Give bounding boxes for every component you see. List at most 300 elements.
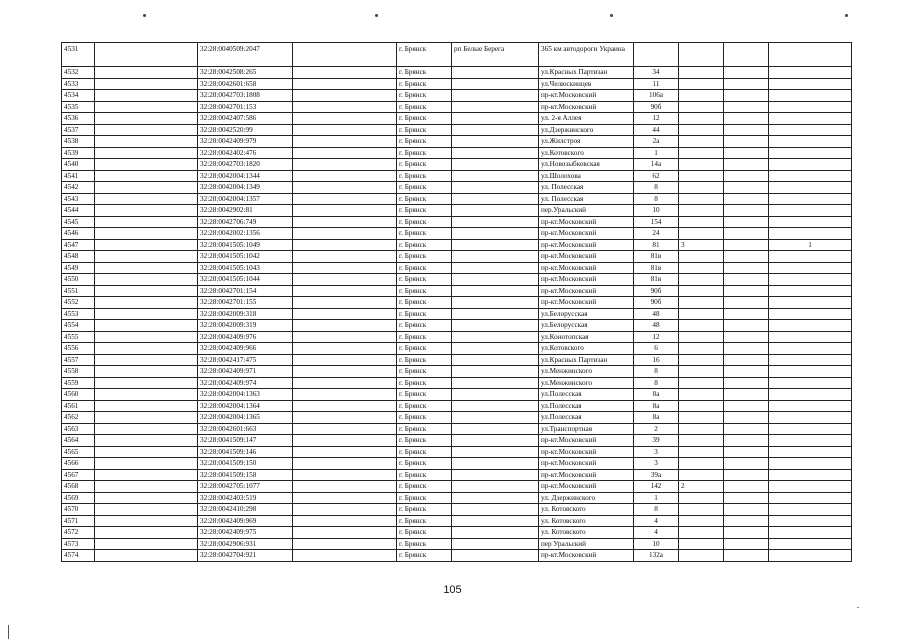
- cell-empty: [724, 515, 769, 527]
- cell-empty: [724, 504, 769, 516]
- house-number: 106а: [634, 90, 679, 102]
- house-number: 39а: [634, 469, 679, 481]
- cell-count: [769, 469, 852, 481]
- house-number: 8: [634, 193, 679, 205]
- cell-code: [95, 492, 198, 504]
- house-number: 3: [634, 458, 679, 470]
- cell-empty: [293, 285, 397, 297]
- cadastral-number: 32:28:0041505:1043: [198, 262, 293, 274]
- cadastral-number: 32:28:0042703:1820: [198, 159, 293, 171]
- table-row: [62, 515, 852, 527]
- house-number: 81в: [634, 251, 679, 263]
- city: г. Брянск: [397, 343, 452, 355]
- city: г. Брянск: [397, 182, 452, 194]
- cell-count: [769, 101, 852, 113]
- cell-empty: [724, 400, 769, 412]
- locality: [452, 101, 539, 113]
- cell-code: [95, 124, 198, 136]
- cadastral-number: 32:28:0042409:974: [198, 377, 293, 389]
- cadastral-number: 32:28:0042704:921: [198, 550, 293, 562]
- cadastral-number: 32:28:0042409:975: [198, 527, 293, 539]
- street: ул.Транспортная: [539, 423, 634, 435]
- record-number: 4552: [62, 297, 95, 309]
- cell-empty: [293, 366, 397, 378]
- cell-code: [95, 435, 198, 447]
- cadastral-number: 32:28:0042409:971: [198, 366, 293, 378]
- cell-empty: [293, 274, 397, 286]
- city: г. Брянск: [397, 262, 452, 274]
- cadastral-number: 32:28:0042508:265: [198, 67, 293, 79]
- cell-count: [769, 412, 852, 424]
- record-number: 4562: [62, 412, 95, 424]
- unit-number: [679, 550, 724, 562]
- table-row: [62, 481, 852, 493]
- unit-number: [679, 377, 724, 389]
- street: пр-кт.Московский: [539, 469, 634, 481]
- record-number: 4543: [62, 193, 95, 205]
- locality: [452, 412, 539, 424]
- house-number: 81в: [634, 262, 679, 274]
- unit-number: [679, 67, 724, 79]
- cell-count: [769, 285, 852, 297]
- locality: [452, 389, 539, 401]
- cell-empty: [293, 193, 397, 205]
- city: г. Брянск: [397, 492, 452, 504]
- table-row: [62, 492, 852, 504]
- city: г. Брянск: [397, 251, 452, 263]
- street: пр-кт.Московский: [539, 262, 634, 274]
- unit-number: [679, 90, 724, 102]
- cell-empty: [724, 205, 769, 217]
- city: г. Брянск: [397, 297, 452, 309]
- cell-code: [95, 366, 198, 378]
- cell-empty: [724, 320, 769, 332]
- table-row: [62, 101, 852, 113]
- cadastral-number: 32:28:0042703:1808: [198, 90, 293, 102]
- unit-number: [679, 113, 724, 125]
- street: пр-кт.Московский: [539, 251, 634, 263]
- locality: [452, 435, 539, 447]
- unit-number: [679, 320, 724, 332]
- cadastral-number: 32:28:0040509:2047: [198, 43, 293, 67]
- cell-code: [95, 274, 198, 286]
- table-row: [62, 435, 852, 447]
- cadastral-number: 32:28:0042410:298: [198, 504, 293, 516]
- cadastral-number: 32:28:0042407:586: [198, 113, 293, 125]
- cell-count: [769, 193, 852, 205]
- unit-number: [679, 366, 724, 378]
- house-number: 8а: [634, 400, 679, 412]
- unit-number: [679, 101, 724, 113]
- cell-count: [769, 481, 852, 493]
- unit-number: [679, 469, 724, 481]
- city: г. Брянск: [397, 193, 452, 205]
- street: пр-кт.Московский: [539, 101, 634, 113]
- house-number: 1: [634, 147, 679, 159]
- cell-code: [95, 67, 198, 79]
- cell-empty: [293, 228, 397, 240]
- cell-empty: [724, 136, 769, 148]
- table-row: [62, 412, 852, 424]
- house-number: 142: [634, 481, 679, 493]
- cell-empty: [724, 262, 769, 274]
- house-number: 16: [634, 354, 679, 366]
- cell-count: [769, 515, 852, 527]
- locality: [452, 285, 539, 297]
- record-number: 4572: [62, 527, 95, 539]
- cell-empty: [724, 101, 769, 113]
- cell-count: [769, 423, 852, 435]
- locality: [452, 90, 539, 102]
- city: г. Брянск: [397, 354, 452, 366]
- cell-count: [769, 435, 852, 447]
- table-row: [62, 331, 852, 343]
- table-row: [62, 423, 852, 435]
- cell-empty: [293, 435, 397, 447]
- cell-empty: [724, 538, 769, 550]
- record-number: 4559: [62, 377, 95, 389]
- cell-code: [95, 400, 198, 412]
- cell-empty: [293, 113, 397, 125]
- unit-number: 3: [679, 239, 724, 251]
- record-number: 4566: [62, 458, 95, 470]
- locality: [452, 550, 539, 562]
- cell-count: [769, 170, 852, 182]
- street: ул. Полесская: [539, 182, 634, 194]
- house-number: 1: [634, 492, 679, 504]
- record-number: 4558: [62, 366, 95, 378]
- street: ул. Котовского: [539, 504, 634, 516]
- cell-count: [769, 504, 852, 516]
- house-number: 90б: [634, 297, 679, 309]
- table-row: [62, 193, 852, 205]
- cell-empty: [724, 113, 769, 125]
- cadastral-number: 32:28:0042409:976: [198, 331, 293, 343]
- cell-empty: [293, 343, 397, 355]
- cell-code: [95, 377, 198, 389]
- cell-code: [95, 446, 198, 458]
- street: ул.Белорусская: [539, 308, 634, 320]
- unit-number: [679, 354, 724, 366]
- cell-code: [95, 147, 198, 159]
- record-number: 4534: [62, 90, 95, 102]
- cadastral-number: 32:28:0041509:150: [198, 458, 293, 470]
- record-number: 4540: [62, 159, 95, 171]
- house-number: 62: [634, 170, 679, 182]
- cadastral-number: 32:28:0042906:931: [198, 538, 293, 550]
- cell-count: [769, 354, 852, 366]
- cell-count: 1: [769, 239, 852, 251]
- street: пр-кт.Московский: [539, 274, 634, 286]
- cell-code: [95, 113, 198, 125]
- locality: [452, 170, 539, 182]
- unit-number: [679, 205, 724, 217]
- cadastral-number: 32:28:0042004:1365: [198, 412, 293, 424]
- cell-empty: [724, 124, 769, 136]
- unit-number: [679, 147, 724, 159]
- cadastral-number: 32:28:0041505:1042: [198, 251, 293, 263]
- unit-number: [679, 308, 724, 320]
- cell-count: [769, 343, 852, 355]
- cadastral-number: 32:28:0041509:158: [198, 469, 293, 481]
- unit-number: [679, 274, 724, 286]
- cadastral-number: 32:28:0042009:318: [198, 308, 293, 320]
- cadastral-number: 32:28:0042004:1349: [198, 182, 293, 194]
- city: г. Брянск: [397, 78, 452, 90]
- unit-number: [679, 78, 724, 90]
- house-number: 8: [634, 377, 679, 389]
- city: г. Брянск: [397, 228, 452, 240]
- table-row: [62, 527, 852, 539]
- cell-empty: [724, 435, 769, 447]
- table-row: [62, 159, 852, 171]
- locality: [452, 331, 539, 343]
- record-number: 4549: [62, 262, 95, 274]
- house-number: 3: [634, 446, 679, 458]
- unit-number: [679, 343, 724, 355]
- locality: [452, 274, 539, 286]
- record-number: 4542: [62, 182, 95, 194]
- locality: [452, 446, 539, 458]
- cadastral-number: 32:28:0042601:658: [198, 78, 293, 90]
- city: г. Брянск: [397, 285, 452, 297]
- cell-empty: [724, 251, 769, 263]
- cell-empty: [724, 67, 769, 79]
- cell-empty: [724, 297, 769, 309]
- record-number: 4556: [62, 343, 95, 355]
- cell-empty: [293, 216, 397, 228]
- table-row: [62, 205, 852, 217]
- locality: [452, 515, 539, 527]
- cell-code: [95, 228, 198, 240]
- house-number: 2: [634, 423, 679, 435]
- locality: рп Белые Берега: [452, 43, 539, 67]
- city: г. Брянск: [397, 331, 452, 343]
- cell-empty: [724, 446, 769, 458]
- cell-code: [95, 320, 198, 332]
- table-row: [62, 320, 852, 332]
- property-register-table: [61, 42, 852, 562]
- scan-mark: [375, 14, 378, 17]
- cadastral-number: 32:28:0042601:663: [198, 423, 293, 435]
- city: г. Брянск: [397, 412, 452, 424]
- unit-number: [679, 435, 724, 447]
- cell-empty: [293, 400, 397, 412]
- locality: [452, 400, 539, 412]
- table-row: [62, 343, 852, 355]
- cell-code: [95, 527, 198, 539]
- cadastral-number: 32:28:0042403:519: [198, 492, 293, 504]
- page-number: 105: [443, 584, 462, 596]
- street: ул.Котовского: [539, 343, 634, 355]
- record-number: 4574: [62, 550, 95, 562]
- table-row: [62, 170, 852, 182]
- unit-number: [679, 43, 724, 67]
- street: пр-кт.Московский: [539, 90, 634, 102]
- cadastral-number: 32:28:0042520:99: [198, 124, 293, 136]
- house-number: 48: [634, 308, 679, 320]
- unit-number: [679, 124, 724, 136]
- street: пр-кт.Московский: [539, 216, 634, 228]
- cell-empty: [293, 90, 397, 102]
- unit-number: [679, 331, 724, 343]
- cell-empty: [293, 527, 397, 539]
- unit-number: [679, 400, 724, 412]
- cadastral-number: 32:28:0041509:147: [198, 435, 293, 447]
- cadastral-number: 32:28:0042004:1344: [198, 170, 293, 182]
- house-number: 24: [634, 228, 679, 240]
- scan-mark: [610, 14, 613, 17]
- record-number: 4564: [62, 435, 95, 447]
- cell-empty: [293, 412, 397, 424]
- house-number: 12: [634, 331, 679, 343]
- cell-count: [769, 400, 852, 412]
- cell-empty: [293, 170, 397, 182]
- scan-mark: [143, 14, 146, 17]
- street: ул.Челюскинцев: [539, 78, 634, 90]
- locality: [452, 67, 539, 79]
- cell-empty: [293, 481, 397, 493]
- cell-code: [95, 504, 198, 516]
- cell-count: [769, 492, 852, 504]
- cell-empty: [724, 216, 769, 228]
- unit-number: [679, 136, 724, 148]
- cell-code: [95, 538, 198, 550]
- cell-empty: [293, 101, 397, 113]
- unit-number: [679, 504, 724, 516]
- table-row: [62, 446, 852, 458]
- street: ул.Котовского: [539, 147, 634, 159]
- record-number: 4560: [62, 389, 95, 401]
- cell-code: [95, 101, 198, 113]
- street: ул.Менжинского: [539, 377, 634, 389]
- cell-count: [769, 446, 852, 458]
- locality: [452, 469, 539, 481]
- cell-empty: [293, 446, 397, 458]
- street: ул. 2-я Аллея: [539, 113, 634, 125]
- house-number: 8: [634, 366, 679, 378]
- cell-code: [95, 389, 198, 401]
- table-row: [62, 251, 852, 263]
- city: г. Брянск: [397, 400, 452, 412]
- record-number: 4568: [62, 481, 95, 493]
- cell-empty: [293, 262, 397, 274]
- cell-empty: [293, 205, 397, 217]
- unit-number: [679, 412, 724, 424]
- street: ул.Красных Партизан: [539, 354, 634, 366]
- house-number: 6: [634, 343, 679, 355]
- table-row: [62, 228, 852, 240]
- locality: [452, 136, 539, 148]
- locality: [452, 78, 539, 90]
- record-number: 4539: [62, 147, 95, 159]
- house-number: 14а: [634, 159, 679, 171]
- city: г. Брянск: [397, 216, 452, 228]
- house-number: 132а: [634, 550, 679, 562]
- cell-empty: [293, 308, 397, 320]
- cadastral-number: 32:28:0041509:146: [198, 446, 293, 458]
- table-row: [62, 78, 852, 90]
- cell-empty: [724, 550, 769, 562]
- cell-empty: [724, 43, 769, 67]
- record-number: 4553: [62, 308, 95, 320]
- cadastral-number: 32:28:0042009:319: [198, 320, 293, 332]
- locality: [452, 366, 539, 378]
- cell-empty: [293, 550, 397, 562]
- cell-empty: [724, 366, 769, 378]
- city: г. Брянск: [397, 124, 452, 136]
- cell-count: [769, 274, 852, 286]
- house-number: 10: [634, 538, 679, 550]
- city: г. Брянск: [397, 458, 452, 470]
- street: пер Уральский: [539, 538, 634, 550]
- cell-count: [769, 458, 852, 470]
- cell-empty: [293, 239, 397, 251]
- record-number: 4569: [62, 492, 95, 504]
- table-row: [62, 182, 852, 194]
- locality: [452, 182, 539, 194]
- cell-empty: [724, 412, 769, 424]
- record-number: 4555: [62, 331, 95, 343]
- cell-empty: [293, 136, 397, 148]
- street: пер.Уральский: [539, 205, 634, 217]
- cell-code: [95, 78, 198, 90]
- city: г. Брянск: [397, 101, 452, 113]
- cell-code: [95, 216, 198, 228]
- city: г. Брянск: [397, 320, 452, 332]
- cell-code: [95, 205, 198, 217]
- street: пр-кт.Московский: [539, 446, 634, 458]
- house-number: 4: [634, 515, 679, 527]
- unit-number: [679, 182, 724, 194]
- record-number: 4535: [62, 101, 95, 113]
- table-row: [62, 43, 852, 67]
- cell-code: [95, 182, 198, 194]
- locality: [452, 308, 539, 320]
- table-row: [62, 504, 852, 516]
- locality: [452, 527, 539, 539]
- street: 365 км автодороги Украина: [539, 43, 634, 67]
- cell-code: [95, 43, 198, 67]
- unit-number: [679, 159, 724, 171]
- cell-code: [95, 251, 198, 263]
- table-row: [62, 354, 852, 366]
- street: ул.Конотопская: [539, 331, 634, 343]
- house-number: 12: [634, 113, 679, 125]
- house-number: 90б: [634, 101, 679, 113]
- city: г. Брянск: [397, 113, 452, 125]
- city: г. Брянск: [397, 43, 452, 67]
- locality: [452, 481, 539, 493]
- cell-count: [769, 331, 852, 343]
- cell-count: [769, 297, 852, 309]
- street: ул.Шолохова: [539, 170, 634, 182]
- table-row: [62, 124, 852, 136]
- cell-empty: [293, 67, 397, 79]
- city: г. Брянск: [397, 481, 452, 493]
- locality: [452, 159, 539, 171]
- unit-number: [679, 285, 724, 297]
- cadastral-number: 32:28:0042701:154: [198, 285, 293, 297]
- cell-empty: [293, 504, 397, 516]
- city: г. Брянск: [397, 239, 452, 251]
- street: ул.Полесская: [539, 400, 634, 412]
- city: г. Брянск: [397, 469, 452, 481]
- cell-empty: [724, 239, 769, 251]
- table-row: [62, 113, 852, 125]
- cadastral-number: 32:28:0042409:979: [198, 136, 293, 148]
- locality: [452, 113, 539, 125]
